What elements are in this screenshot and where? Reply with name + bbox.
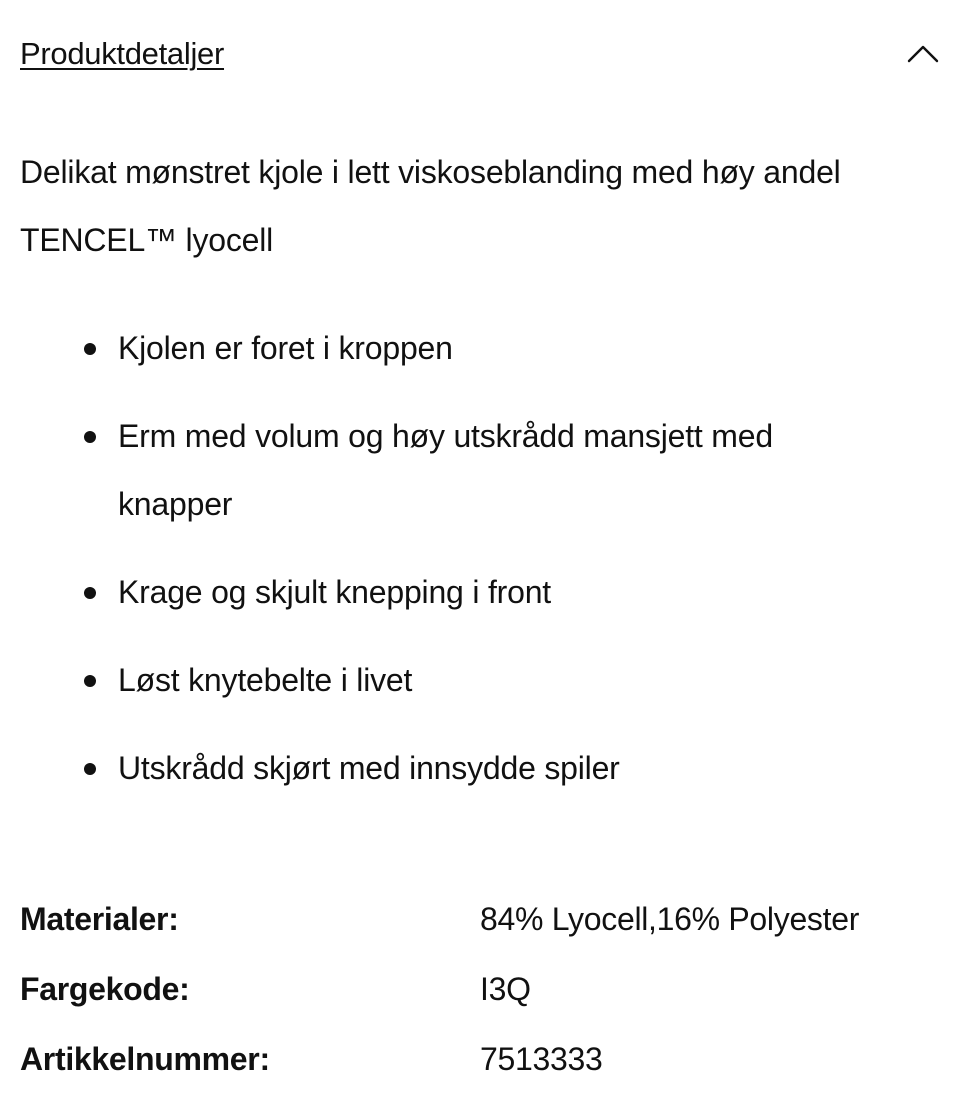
feature-text: Erm med volum og høy utskrådd mansjett med knapper xyxy=(118,418,773,522)
spec-row-article-number xyxy=(20,1024,940,1094)
feature-item xyxy=(72,646,892,714)
spec-value: I3Q xyxy=(480,970,531,1007)
bullet-icon xyxy=(84,431,96,443)
product-description xyxy=(20,138,950,274)
spec-table xyxy=(20,884,940,1094)
spec-row-color-code xyxy=(20,954,940,1024)
bullet-icon xyxy=(84,343,96,355)
feature-item xyxy=(72,314,892,382)
bullet-icon xyxy=(84,763,96,775)
feature-text: Krage og skjult knepping i front xyxy=(118,574,551,610)
feature-text: Utskrådd skjørt med innsydde spiler xyxy=(118,750,620,786)
bullet-icon xyxy=(84,587,96,599)
feature-list xyxy=(72,314,892,822)
feature-item xyxy=(72,558,892,626)
spec-label: Fargekode: xyxy=(20,970,190,1007)
spec-label: Materialer: xyxy=(20,900,179,937)
section-title[interactable]: Produktdetaljer xyxy=(20,36,225,71)
spec-label: Artikkelnummer: xyxy=(20,1040,270,1077)
feature-item xyxy=(72,402,892,538)
spec-value: 7513333 xyxy=(480,1040,603,1077)
description-line-1: Delikat mønstret kjole i lett viskoseblanding med høy andel xyxy=(20,154,841,190)
description-line-2: TENCEL™ lyocell xyxy=(20,222,274,258)
spec-value: 84% Lyocell,16% Polyester xyxy=(480,900,860,937)
product-details-toggle[interactable] xyxy=(20,28,940,80)
chevron-up-icon[interactable] xyxy=(906,37,940,71)
feature-text: Kjolen er foret i kroppen xyxy=(118,330,453,366)
spec-row-materials xyxy=(20,884,940,954)
feature-item xyxy=(72,734,892,802)
feature-text: Løst knytebelte i livet xyxy=(118,662,413,698)
bullet-icon xyxy=(84,675,96,687)
